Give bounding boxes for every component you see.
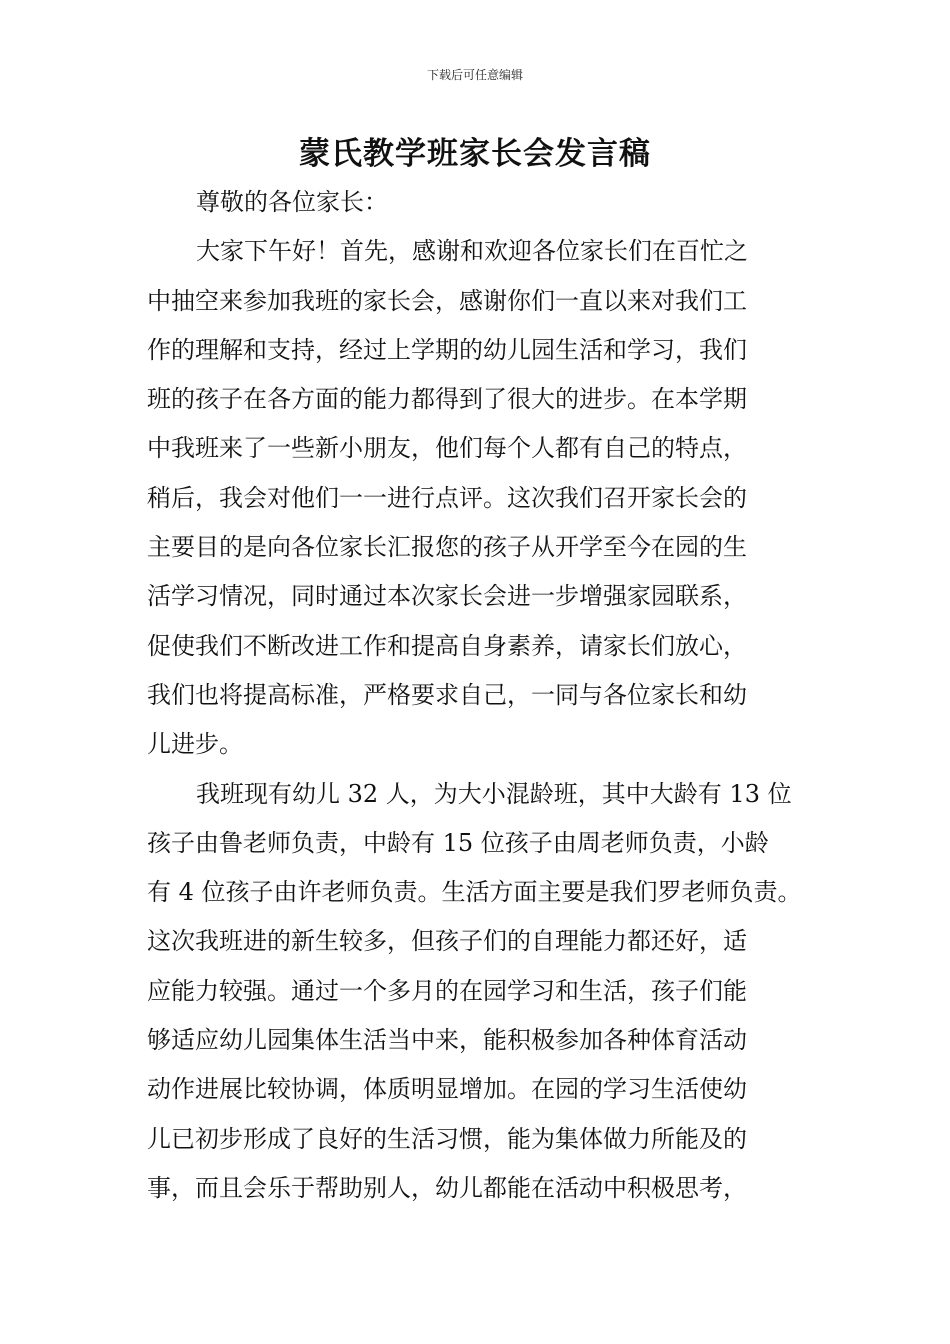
- body-line: 这次我班进的新生较多，但孩子们的自理能力都还好，适: [147, 927, 747, 956]
- body-line: 孩子由鲁老师负责，中龄有 15 位孩子由周老师负责，小龄: [147, 828, 769, 857]
- body-line: 动作进展比较协调，体质明显增加。在园的学习生活使幼: [147, 1075, 747, 1104]
- body-line: 我班现有幼儿 32 人，为大小混龄班，其中大龄有 13 位: [196, 779, 792, 808]
- body-line: 尊敬的各位家长：: [196, 188, 388, 216]
- header-note: 下载后可任意编辑: [426, 68, 523, 82]
- document-body: [147, 178, 827, 1213]
- body-line: 稍后，我会对他们一一进行点评。这次我们召开家长会的: [147, 483, 747, 512]
- body-line: 我们也将提高标准，严格要求自己，一同与各位家长和幼: [147, 680, 747, 709]
- body-line: 主要目的是向各位家长汇报您的孩子从开学至今在园的生: [147, 533, 747, 562]
- body-line: 活学习情况，同时通过本次家长会进一步增强家园联系，: [147, 582, 747, 611]
- body-line: 促使我们不断改进工作和提高自身素养，请家长们放心，: [147, 631, 747, 660]
- body-line: 作的理解和支持，经过上学期的幼儿园生活和学习，我们: [147, 335, 747, 364]
- body-line: 班的孩子在各方面的能力都得到了很大的进步。在本学期: [147, 385, 747, 414]
- body-line: 中抽空来参加我班的家长会，感谢你们一直以来对我们工: [147, 286, 747, 315]
- body-line: 有 4 位孩子由许老师负责。生活方面主要是我们罗老师负责。: [147, 878, 802, 907]
- page-title: 蒙氏教学班家长会发言稿: [299, 136, 651, 172]
- body-line: 大家下午好！首先，感谢和欢迎各位家长们在百忙之: [196, 237, 748, 266]
- body-line: 事，而且会乐于帮助别人，幼儿都能在活动中积极思考，: [147, 1173, 747, 1202]
- body-line: 应能力较强。通过一个多月的在园学习和生活，孩子们能: [147, 976, 747, 1005]
- body-line: 中我班来了一些新小朋友，他们每个人都有自己的特点，: [147, 434, 747, 463]
- body-line: 儿已初步形成了良好的生活习惯，能为集体做力所能及的: [147, 1124, 747, 1153]
- body-line: 够适应幼儿园集体生活当中来，能积极参加各种体育活动: [147, 1026, 747, 1055]
- body-line: 儿进步。: [147, 730, 243, 759]
